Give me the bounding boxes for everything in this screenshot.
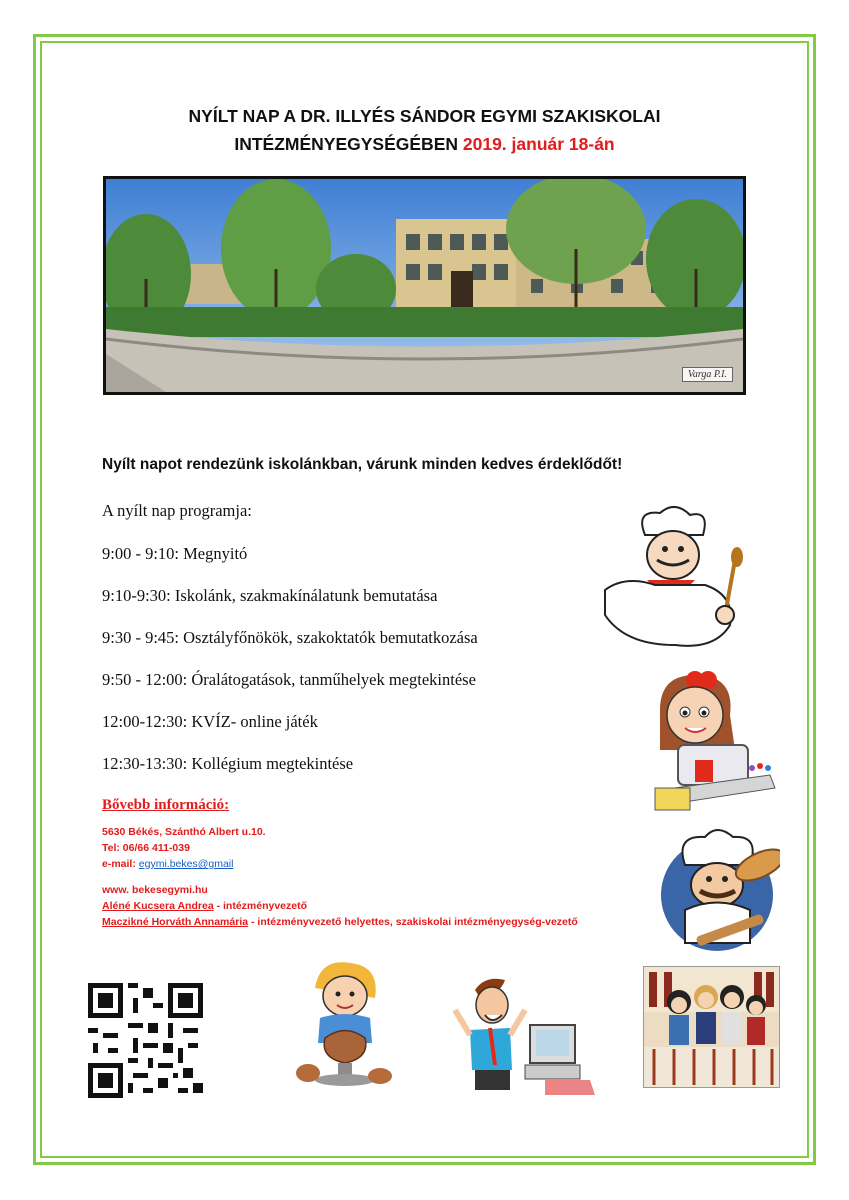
- info-heading: Bővebb információ:: [102, 797, 230, 813]
- dolls-photo: [643, 966, 780, 1088]
- program-item: 9:10-9:30: Iskolánk, szakmakínálatunk bemutatása: [102, 586, 438, 605]
- page-title: [60, 102, 789, 158]
- qr-code[interactable]: [88, 983, 203, 1098]
- email-link[interactable]: egymi.bekes@gmail: [138, 858, 234, 870]
- intro-text: Nyílt napot rendezünk iskolánkban, várunk minden kedves érdeklődőt!: [102, 456, 623, 473]
- person-1-role: - intézményvezető: [213, 900, 308, 912]
- program-item: 9:00 - 9:10: Megnyitó: [102, 544, 248, 563]
- event-date: 2019. január 18-án: [462, 134, 615, 154]
- program-title: A nyílt nap programja:: [102, 501, 252, 520]
- info-person-2: [102, 916, 578, 928]
- program-item: 9:50 - 12:00: Óralátogatások, tanműhelyek megtekintése: [102, 670, 476, 689]
- chef-cartoon: [585, 505, 760, 655]
- seamstress-cartoon: [640, 670, 780, 820]
- person-1-name: Aléné Kucsera Andrea: [102, 900, 214, 912]
- info-address: 5630 Békés, Szánthó Albert u.10.: [102, 826, 266, 838]
- title-line-1: NYÍLT NAP A DR. ILLYÉS SÁNDOR EGYMI SZAKISKOLAI: [188, 106, 661, 126]
- program-item: 12:30-13:30: Kollégium megtekintése: [102, 754, 354, 773]
- title-line-2-prefix: INTÉZMÉNYEGYSÉGÉBEN: [234, 134, 463, 154]
- program-item: 12:00-12:30: KVÍZ- online játék: [102, 712, 318, 731]
- info-web: www. bekesegymi.hu: [102, 884, 208, 896]
- school-panorama-photo: [103, 176, 746, 395]
- program-item: 9:30 - 9:45: Osztályfőnökök, szakoktatók bemutatkozása: [102, 628, 478, 647]
- title-line-2: [60, 130, 789, 158]
- person-2-name: Maczikné Horváth Annamária: [102, 916, 249, 928]
- computer-user-cartoon: [450, 970, 600, 1100]
- person-2-role: - intézményvezető helyettes, szakiskolai intézményegység-vezető: [248, 916, 578, 928]
- baker-cartoon: [655, 825, 780, 955]
- info-email-line: [102, 858, 233, 870]
- photo-credit: Varga P.I.: [682, 367, 733, 382]
- info-person-1: [102, 900, 307, 912]
- info-tel: Tel: 06/66 411-039: [102, 842, 190, 854]
- potter-cartoon: [290, 958, 400, 1093]
- email-label: e-mail:: [102, 858, 139, 870]
